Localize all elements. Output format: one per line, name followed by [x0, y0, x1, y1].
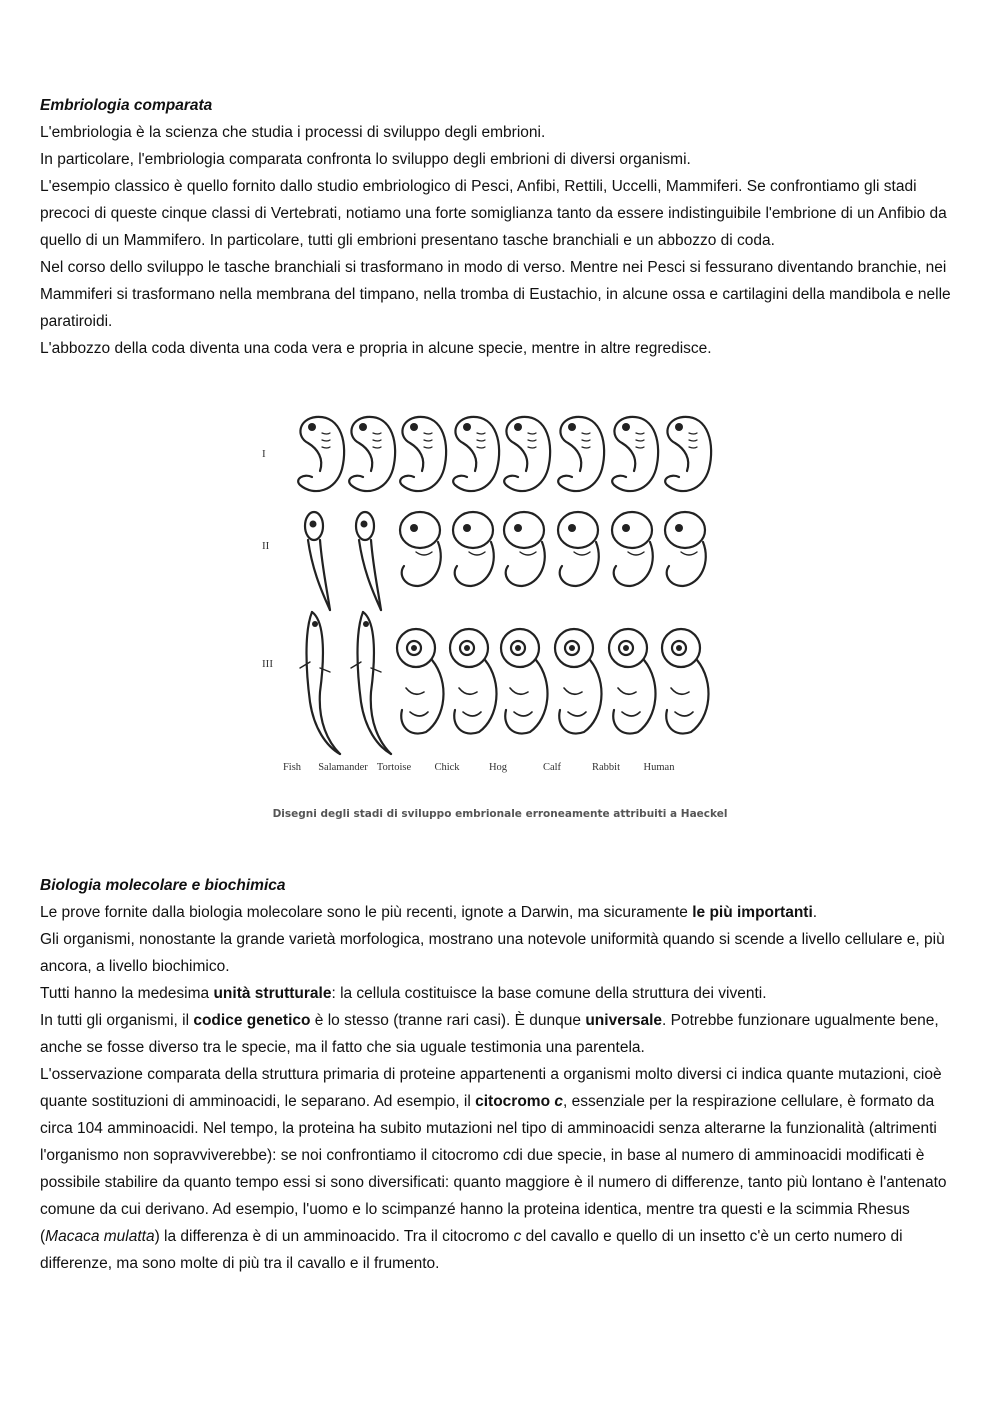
gill-arch — [424, 447, 432, 448]
embryo-body — [505, 660, 547, 734]
paragraph — [40, 980, 965, 1007]
gill-arch — [373, 440, 381, 441]
embryo-eye — [622, 423, 630, 431]
text-run: codice genetico — [193, 1012, 311, 1029]
gill-arch — [636, 447, 644, 448]
text-run: le più importanti — [692, 904, 813, 921]
embryo-outline — [453, 417, 499, 491]
gill-arch — [636, 433, 644, 434]
text-run: Gli organismi, nonostante la grande varietà morfologica, mostrano una notevole uniformità quando si scende a livello cellulare e, più ancora, a livello biochimico. — [40, 931, 945, 975]
gill-arch — [636, 440, 644, 441]
embryo-limb — [520, 552, 536, 555]
embryo-eye — [361, 521, 368, 528]
species-label: Fish — [282, 762, 302, 773]
text-run: . — [812, 904, 818, 921]
gill-arch — [689, 440, 697, 441]
embryo-eye — [312, 621, 318, 627]
embryo-eye — [463, 524, 471, 532]
gill-arch — [477, 447, 485, 448]
text-run: , essenziale per la respirazione cellulare, è formato da circa 104 amminoacidi. Nel tempo, la proteina ha subito mutazioni nel tipo di amminoacidi senza alterarne la funzionalità (altrimenti l'organismo non sopravviverebbe): se noi confrontiamo il citocromo — [40, 1093, 937, 1164]
gill-arch — [582, 440, 590, 441]
embryo-eye — [514, 423, 522, 431]
text-run: In particolare, l'embriologia comparata confronta lo sviluppo degli embrioni di diversi organismi. — [40, 151, 691, 168]
species-label: Chick — [434, 762, 460, 773]
text-run: c — [503, 1147, 511, 1164]
fish-body — [312, 612, 340, 754]
species-label: Tortoise — [376, 762, 412, 773]
paragraph — [40, 335, 965, 362]
species-label: Calf — [542, 762, 562, 773]
text-run: del cavallo e quello di un insetto c'è un certo numero di differenze, ma sono molte di più tra il cavallo e il frumento. — [40, 1228, 903, 1272]
text-run: unità strutturale — [213, 985, 332, 1002]
embryo-eye — [463, 423, 471, 431]
gill-arch — [582, 433, 590, 434]
gill-arch — [477, 433, 485, 434]
row-label: II — [262, 540, 270, 552]
embryo-head — [558, 512, 598, 548]
embryo-limb — [469, 552, 485, 555]
embryo-limb — [459, 688, 481, 716]
embryo-head — [612, 512, 652, 548]
text-run: di due specie, in base al numero di amminoacidi modificati è possibile stabilire da quanto tempo essi si sono diversificati: quanto maggiore è il numero di differenze, tanto più lontano è l'antenato comune da cui derivano. Ad esempio, l'uomo e lo scimpanzé hanno la proteina identica, mentre tra questi e la scimmia Rhesus ( — [40, 1147, 947, 1245]
embryo-eye — [622, 524, 630, 532]
gill-arch — [528, 447, 536, 448]
paragraph — [40, 254, 965, 335]
fin — [300, 662, 330, 672]
text-run: . Potrebbe funzionare ugualmente bene, anche se fosse diverso tra le specie, ma il fatto che sia uguale testimonia una parentela. — [40, 1012, 939, 1056]
embryo-outline — [400, 417, 446, 491]
text-run: L'esempio classico è quello fornito dallo studio embriologico di Pesci, Anfibi, Rettili, Uccelli, Mammiferi. Se confrontiamo gli stadi precoci di queste cinque classi di Vertebrati, notiamo una forte somiglianza tanto da essere indistinguibile l'embrione di un Anfibio da quello di un Mammifero. In particolare, tutti gli embrioni presentano tasche branchiali e un abbozzo di coda. — [40, 178, 947, 249]
embryo-limb — [564, 688, 586, 716]
gill-arch — [322, 433, 330, 434]
paragraph — [40, 1061, 965, 1277]
embryo-eye — [568, 524, 576, 532]
embryo-body — [308, 540, 330, 610]
gill-arch — [689, 447, 697, 448]
fish-body — [358, 612, 392, 754]
gill-arch — [424, 433, 432, 434]
text-run: : la cellula costituisce la base comune della struttura dei viventi. — [331, 985, 767, 1002]
embryo-eye — [464, 645, 470, 651]
embryo-eye — [310, 521, 317, 528]
section-heading: Embriologia comparata — [40, 97, 213, 114]
gill-arch — [373, 447, 381, 448]
embryo-body — [401, 660, 443, 734]
embryo-eye — [569, 645, 575, 651]
embryo-body — [454, 660, 496, 734]
gill-arch — [528, 433, 536, 434]
embryo-drawings — [262, 400, 738, 795]
gill-arch — [322, 440, 330, 441]
text-run: L'osservazione comparata della struttura primaria di proteine appartenenti a organismi molto diversi ci indica quante mutazioni, cioè quante sostituzioni di amminoacidi, le separano. Ad esempio, il — [40, 1066, 942, 1110]
embryo-limb — [671, 688, 693, 716]
embryo-limb — [510, 688, 532, 716]
embryo-outline — [665, 417, 711, 491]
gill-arch — [424, 440, 432, 441]
embryo-outline — [558, 417, 604, 491]
figure-caption: Disegni degli stadi di sviluppo embrionale erroneamente attribuiti a Haeckel — [272, 808, 728, 820]
section-biologia-molecolare — [40, 872, 965, 1277]
embryo-eye — [675, 524, 683, 532]
embryo-eye — [410, 423, 418, 431]
embryo-body — [559, 660, 601, 734]
section-heading: Biologia molecolare e biochimica — [40, 877, 286, 894]
section-embriologia — [40, 92, 965, 362]
embryo-eye — [308, 423, 316, 431]
fish-body — [363, 612, 391, 754]
text-run: c — [554, 1093, 563, 1110]
species-label: Human — [643, 762, 675, 773]
row-label: III — [262, 658, 273, 670]
embryo-limb — [628, 552, 644, 555]
embryo-eye — [410, 524, 418, 532]
gill-arch — [582, 447, 590, 448]
embryo-limb — [416, 552, 432, 555]
paragraph — [40, 926, 965, 980]
gill-arch — [528, 440, 536, 441]
text-run: è lo stesso (tranne rari casi). È dunque — [310, 1012, 586, 1029]
embryo-body — [613, 660, 655, 734]
text-run: In tutti gli organismi, il — [40, 1012, 194, 1029]
embryo-head — [665, 512, 705, 548]
text-run: Tutti hanno la medesima — [40, 985, 214, 1002]
embryo-eye — [568, 423, 576, 431]
embryo-limb — [681, 552, 697, 555]
embryo-limb — [406, 688, 428, 716]
gill-arch — [322, 447, 330, 448]
text-run: ) la differenza è di un amminoacido. Tra il citocromo — [154, 1228, 514, 1245]
species-label: Hog — [488, 762, 508, 773]
text-run: citocromo — [475, 1093, 555, 1110]
embryo-outline — [298, 417, 344, 491]
paragraph — [40, 173, 965, 254]
gill-arch — [477, 440, 485, 441]
embryo-eye — [676, 645, 682, 651]
paragraph — [40, 146, 965, 173]
embryo-eye — [514, 524, 522, 532]
paragraph — [40, 899, 965, 926]
paragraph — [40, 1007, 965, 1061]
text-run: Nel corso dello sviluppo le tasche branchiali si trasformano in modo di verso. Mentre nei Pesci si fessurano diventando branchie, nei Mammiferi si trasformano nella membrana del timpano, nella tromba di Eustachio, in alcune ossa e cartilagini della mandibola e nelle paratiroidi. — [40, 259, 951, 330]
fish-body — [307, 612, 341, 754]
embryo-limb — [574, 552, 590, 555]
embryo-figure — [262, 400, 738, 830]
embryo-eye — [363, 621, 369, 627]
species-label: Salamander — [318, 762, 368, 773]
text-run: L'abbozzo della coda diventa una coda vera e propria in alcune specie, mentre in altre regredisce. — [40, 340, 712, 357]
embryo-body — [359, 540, 381, 610]
embryo-eye — [359, 423, 367, 431]
fin — [351, 662, 381, 672]
gill-arch — [373, 433, 381, 434]
embryo-head — [504, 512, 544, 548]
row-label: I — [262, 448, 266, 460]
text-run: Macaca mulatta — [45, 1228, 155, 1245]
embryo-eye — [411, 645, 417, 651]
paragraph — [40, 119, 965, 146]
gill-arch — [689, 433, 697, 434]
embryo-outline — [612, 417, 658, 491]
embryo-outline — [349, 417, 395, 491]
text-run: universale — [585, 1012, 663, 1029]
embryo-limb — [618, 688, 640, 716]
embryo-head — [453, 512, 493, 548]
embryo-body — [666, 660, 708, 734]
embryo-eye — [623, 645, 629, 651]
text-run: c — [513, 1228, 522, 1245]
embryo-outline — [504, 417, 550, 491]
species-label: Rabbit — [592, 762, 620, 773]
text-run: L'embriologia è la scienza che studia i processi di sviluppo degli embrioni. — [40, 124, 546, 141]
text-run: Le prove fornite dalla biologia molecolare sono le più recenti, ignote a Darwin, ma sicuramente — [40, 904, 693, 921]
embryo-eye — [515, 645, 521, 651]
embryo-eye — [675, 423, 683, 431]
embryo-head — [400, 512, 440, 548]
